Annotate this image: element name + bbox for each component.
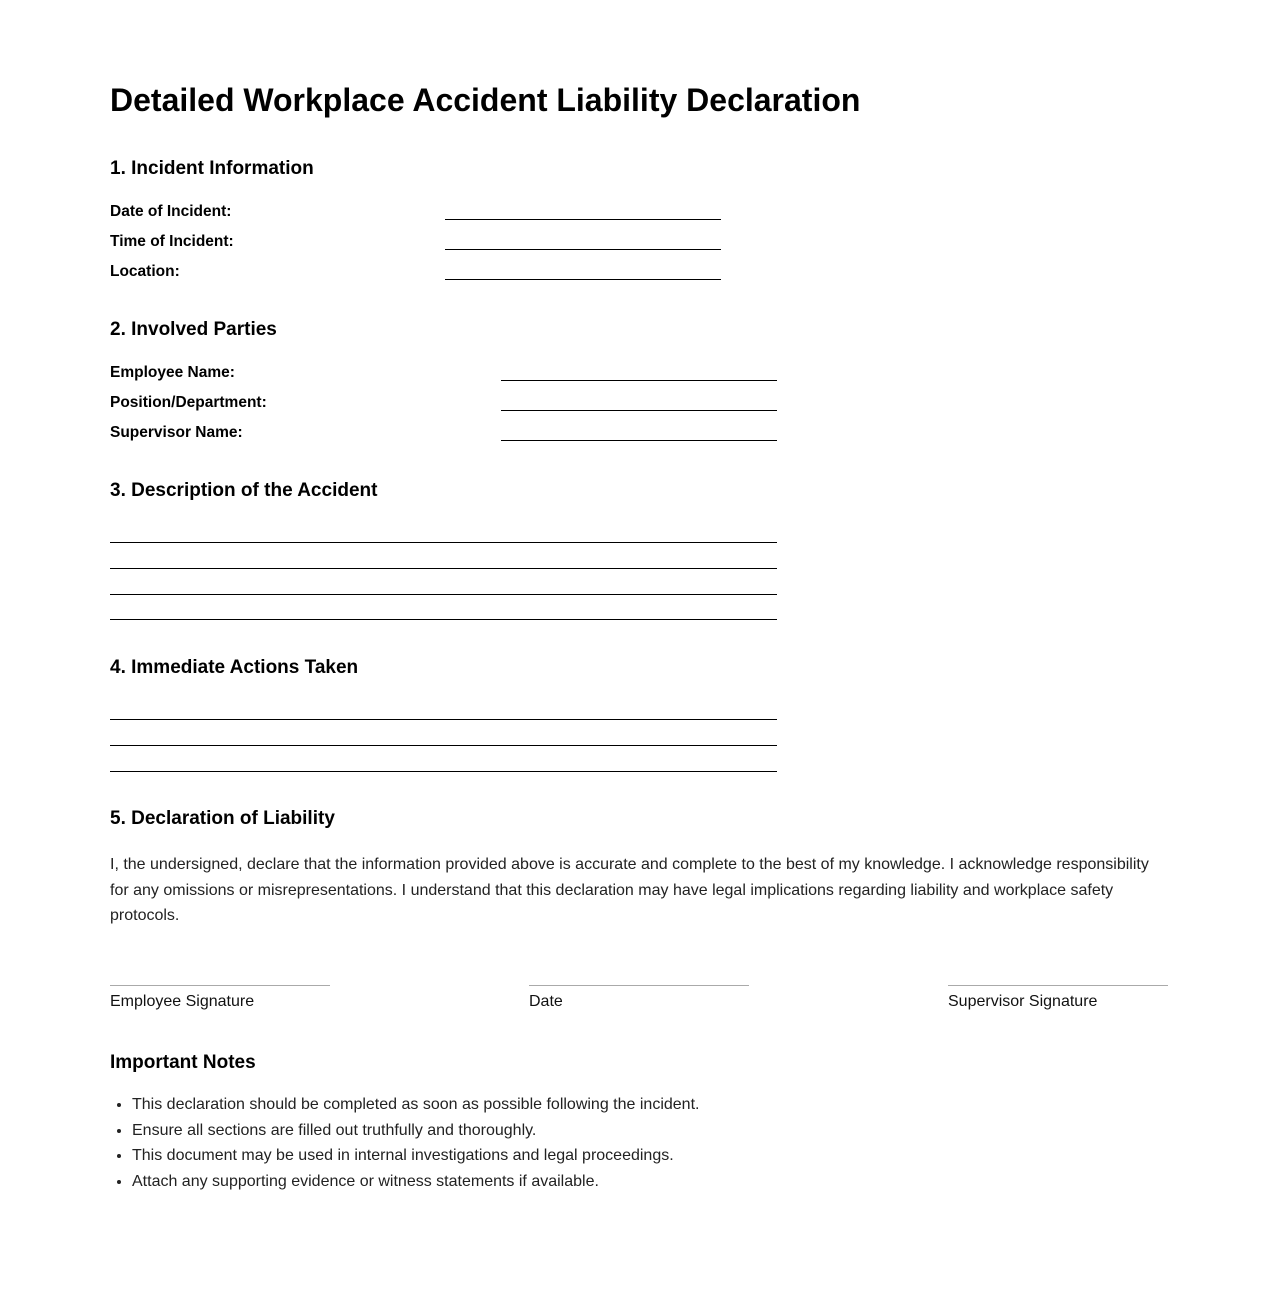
section-description-heading: 3. Description of the Accident [110,480,378,501]
actions-line[interactable] [110,719,777,720]
note-item: • Attach any supporting evidence or witness statements if available. [132,1169,699,1195]
note-item: • This declaration should be completed as soon as possible following the incident. [132,1092,699,1118]
date-of-incident-field[interactable] [445,219,721,220]
section-incident-heading: 1. Incident Information [110,158,314,179]
important-notes-heading: Important Notes [110,1052,256,1073]
date-signature-label: Date [529,993,563,1010]
employee-signature-line[interactable] [110,985,330,986]
section-actions-heading: 4. Immediate Actions Taken [110,657,359,678]
description-line[interactable] [110,542,777,543]
actions-line[interactable] [110,745,777,746]
supervisor-signature-line[interactable] [948,985,1168,986]
employee-name-field[interactable] [501,380,777,381]
location-label: Location: [110,263,180,280]
section-parties-heading: 2. Involved Parties [110,319,277,340]
description-line[interactable] [110,568,777,569]
position-department-field[interactable] [501,410,777,411]
note-item: • This document may be used in internal investigations and legal proceedings. [132,1143,699,1169]
date-of-incident-label: Date of Incident: [110,203,232,220]
note-item: • Ensure all sections are filled out truthfully and thoroughly. [132,1118,699,1144]
time-of-incident-label: Time of Incident: [110,233,234,250]
description-line[interactable] [110,594,777,595]
location-field[interactable] [445,279,721,280]
employee-name-label: Employee Name: [110,364,235,381]
position-department-label: Position/Department: [110,394,267,411]
supervisor-name-label: Supervisor Name: [110,424,243,441]
description-line[interactable] [110,619,777,620]
time-of-incident-field[interactable] [445,249,721,250]
employee-signature-label: Employee Signature [110,993,255,1010]
date-signature-line[interactable] [529,985,749,986]
supervisor-name-field[interactable] [501,440,777,441]
important-notes-list [110,1092,699,1194]
actions-line[interactable] [110,771,777,772]
declaration-text: I, the undersigned, declare that the information provided above is accurate and complete to the best of my knowledge. I acknowledge responsibility for any omissions or misrepresentations. I understand that this declaration may have legal implications regarding liability and workplace safety protocols. [110,856,1149,924]
document-title: Detailed Workplace Accident Liability Declaration [110,82,861,118]
section-declaration-heading: 5. Declaration of Liability [110,808,335,829]
supervisor-signature-label: Supervisor Signature [948,993,1098,1010]
